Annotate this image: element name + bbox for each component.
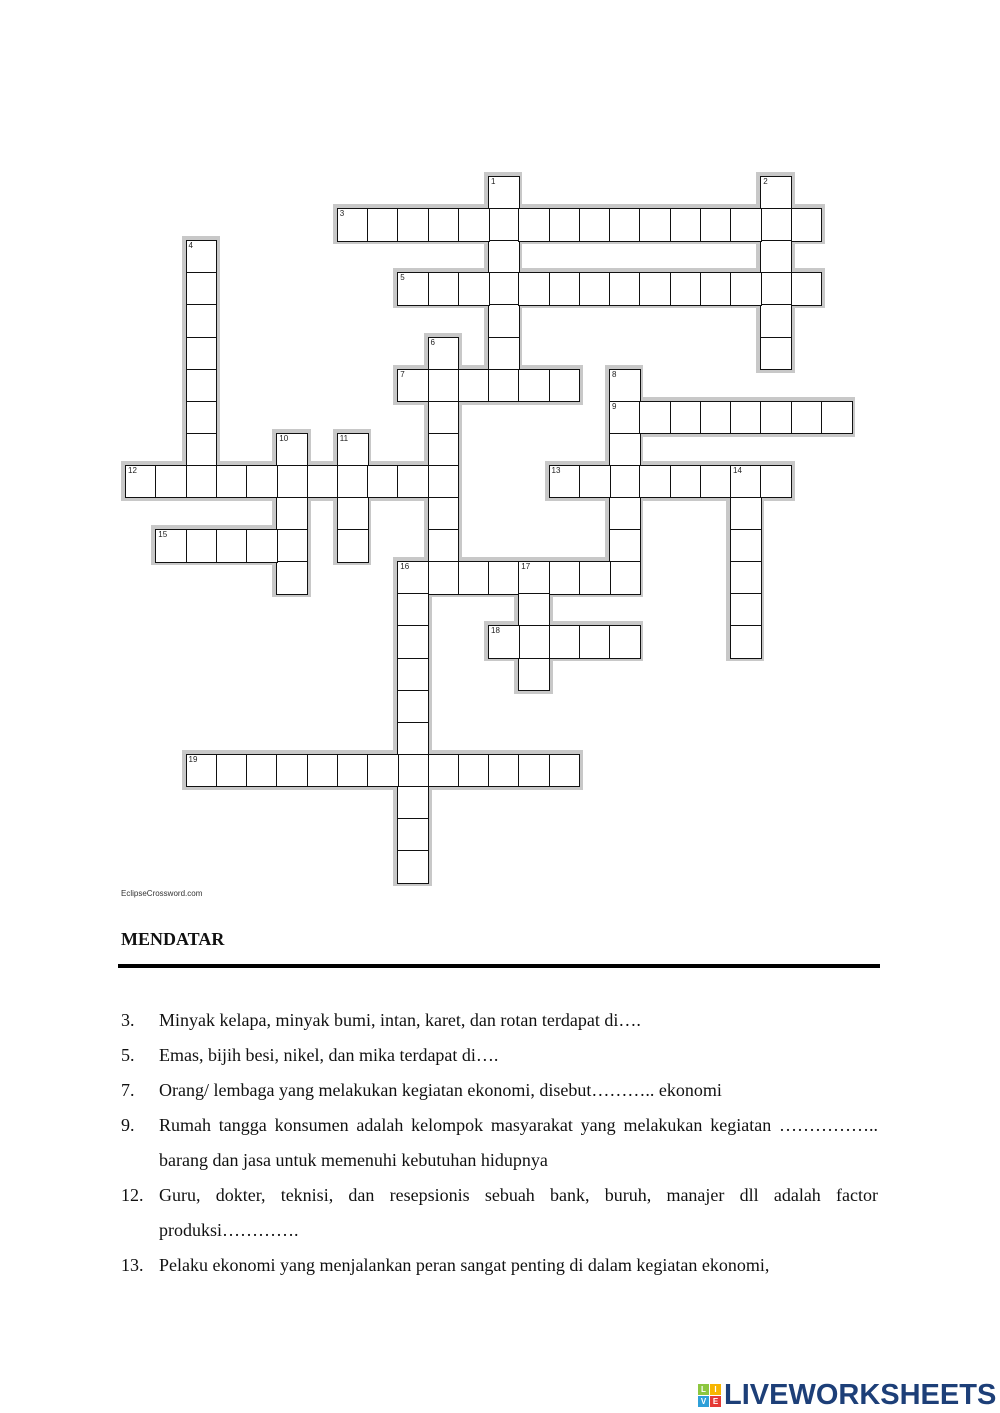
clue-number: 5. [121,1045,135,1065]
crossword-cell[interactable] [155,529,187,563]
crossword-cell[interactable] [276,754,308,788]
crossword-cell[interactable] [730,465,762,499]
crossword-cell[interactable] [246,529,278,563]
crossword-cell[interactable] [549,465,581,499]
crossword-cell[interactable] [337,497,369,531]
crossword-cell[interactable] [700,401,732,435]
logo-block: L [698,1384,709,1395]
crossword-cell[interactable] [186,272,218,306]
clue-number-label: 17 [521,562,531,572]
crossword-cell[interactable] [518,754,550,788]
crossword-cell[interactable] [609,272,641,306]
crossword-cell[interactable] [397,561,429,595]
crossword-cell[interactable] [397,818,429,852]
crossword-cell[interactable] [579,272,611,306]
logo-block: E [710,1396,721,1407]
clue-number-label: 15 [158,530,168,540]
clue-number-label: 7 [400,369,405,379]
crossword-cell[interactable] [488,369,520,403]
crossword-cell[interactable] [518,272,550,306]
clue-text: Guru, dokter, teknisi, dan resepsionis sebuah bank, buruh, manajer dll adalah factor produksi…………. [159,1185,878,1240]
crossword-cell[interactable] [791,208,823,242]
crossword-cell[interactable] [549,369,581,403]
crossword-cell[interactable] [518,561,550,595]
crossword-cell[interactable] [549,754,581,788]
crossword-cell[interactable] [276,465,308,499]
section-heading-across: MENDATAR [121,929,225,949]
crossword-cell[interactable] [428,433,460,467]
crossword-cell[interactable] [488,304,520,338]
crossword-cell[interactable] [337,754,369,788]
crossword-cell[interactable] [307,465,339,499]
crossword-cell[interactable] [276,497,308,531]
clue-number-label: 14 [733,465,742,475]
crossword-cell[interactable] [670,272,702,306]
clue-number: 9. [121,1115,135,1135]
crossword-cell[interactable] [337,529,369,563]
crossword-cell[interactable] [488,337,520,371]
clue-number: 13. [121,1255,144,1275]
crossword-cell[interactable] [518,658,550,692]
crossword-cell[interactable] [609,561,641,595]
clue-number-label: 5 [400,273,405,283]
clue-number-label: 3 [339,209,345,219]
crossword-cell[interactable] [730,593,762,627]
clue-number-label: 9 [612,401,617,411]
crossword-cell[interactable] [760,240,792,274]
crossword-cell[interactable] [579,561,611,595]
crossword-cell[interactable] [186,369,218,403]
crossword-cell[interactable] [549,272,581,306]
crossword-cell[interactable] [700,208,732,242]
clue-number: 3. [121,1010,135,1030]
clue-text: Emas, bijih besi, nikel, dan mika terdapat di…. [159,1045,499,1065]
crossword-cell[interactable] [821,401,853,435]
crossword-cell[interactable] [428,272,460,306]
crossword-cell[interactable] [397,722,429,756]
clue-number-label: 12 [128,465,137,475]
crossword-cell[interactable] [186,240,218,274]
crossword-cell[interactable] [428,401,460,435]
divider [118,964,880,968]
liveworksheets-logo [698,1379,996,1412]
clue-number-label: 11 [339,433,349,443]
crossword-cell[interactable] [428,754,460,788]
crossword-cell[interactable] [760,304,792,338]
crossword-cell[interactable] [730,561,762,595]
crossword-cell[interactable] [186,433,218,467]
clue-item [121,1073,878,1108]
crossword-cell[interactable] [397,625,429,659]
crossword-cell[interactable] [639,272,671,306]
crossword-cell[interactable] [246,754,278,788]
crossword-cell[interactable] [488,754,520,788]
crossword-cell[interactable] [549,561,581,595]
crossword-cell[interactable] [367,208,399,242]
clue-number: 7. [121,1080,135,1100]
crossword-cell[interactable] [488,561,520,595]
clue-number-label: 1 [491,177,496,186]
crossword-cell[interactable] [549,208,581,242]
crossword-cell[interactable] [337,433,369,467]
crossword-cell[interactable] [276,433,308,467]
crossword-cell[interactable] [609,208,641,242]
crossword-cell[interactable] [397,593,429,627]
crossword-cell[interactable] [670,208,702,242]
crossword-cell[interactable] [307,754,339,788]
crossword-cell[interactable] [760,176,792,210]
crossword-cell[interactable] [760,337,792,371]
crossword-cell[interactable] [186,754,218,788]
crossword-cell[interactable] [730,401,762,435]
crossword-cell[interactable] [186,337,218,371]
crossword-cell[interactable] [397,690,429,724]
clue-item [121,1248,878,1283]
crossword-cell[interactable] [518,625,550,659]
crossword-cell[interactable] [428,369,460,403]
crossword-cell[interactable] [579,465,611,499]
crossword-cell[interactable] [488,625,520,659]
crossword-cell[interactable] [760,465,792,499]
crossword-cell[interactable] [186,529,218,563]
crossword-cell[interactable] [428,529,460,563]
crossword-cell[interactable] [639,465,671,499]
crossword-cell[interactable] [216,529,248,563]
crossword-cell[interactable] [670,465,702,499]
crossword-cell[interactable] [337,208,369,242]
clue-text: Orang/ lembaga yang melakukan kegiatan ekonomi, disebut……….. ekonomi [159,1080,722,1100]
crossword-cell[interactable] [488,208,520,242]
crossword-cell[interactable] [216,465,248,499]
clue-text: Pelaku ekonomi yang menjalankan peran sangat penting di dalam kegiatan ekonomi, [159,1255,770,1275]
crossword-cell[interactable] [125,465,157,499]
crossword-cell[interactable] [639,208,671,242]
crossword-cell[interactable] [609,433,641,467]
crossword-cell[interactable] [458,208,490,242]
clue-text: Rumah tangga konsumen adalah kelompok masyarakat yang melakukan kegiatan …………….. barang dan jasa untuk memenuhi kebutuhan hidupnya [159,1115,878,1170]
crossword-cell[interactable] [397,208,429,242]
crossword-cell[interactable] [579,625,611,659]
clue-number-label: 4 [188,241,193,251]
crossword-cell[interactable] [760,208,792,242]
crossword-cell[interactable] [186,401,218,435]
crossword-cell[interactable] [670,401,702,435]
crossword-cell[interactable] [397,850,429,884]
crossword-cell[interactable] [276,561,308,595]
crossword-cell[interactable] [428,208,460,242]
crossword-cell[interactable] [458,369,490,403]
clue-number-label: 16 [400,562,410,572]
crossword-cell[interactable] [397,369,429,403]
crossword-cell[interactable] [549,625,581,659]
crossword-cell[interactable] [428,337,460,371]
crossword-cell[interactable] [428,561,460,595]
clue-number: 12. [121,1185,144,1205]
crossword-cell[interactable] [428,465,460,499]
crossword-cell[interactable] [276,529,308,563]
crossword-cell[interactable] [458,272,490,306]
clue-item [121,1038,878,1073]
logo-block: I [710,1384,721,1395]
crossword-cell[interactable] [730,208,762,242]
crossword-cell[interactable] [488,176,520,210]
crossword-cell[interactable] [730,625,762,659]
crossword-cell[interactable] [367,465,399,499]
crossword-cell[interactable] [397,465,429,499]
crossword-cell[interactable] [760,272,792,306]
crossword-cell[interactable] [488,272,520,306]
crossword-cell[interactable] [458,561,490,595]
crossword-cell[interactable] [730,272,762,306]
clue-text: Minyak kelapa, minyak bumi, intan, karet, dan rotan terdapat di…. [159,1010,641,1030]
crossword-cell[interactable] [579,208,611,242]
crossword-cell[interactable] [609,401,641,435]
clue-number-label: 8 [612,369,617,379]
crossword-cell[interactable] [397,754,429,788]
crossword-credit: EclipseCrossword.com [121,889,203,898]
crossword-cell[interactable] [518,369,550,403]
clue-item [121,1108,878,1178]
crossword-cell[interactable] [186,304,218,338]
clue-number-label: 19 [188,754,198,764]
crossword-cell[interactable] [216,754,248,788]
crossword-cell[interactable] [700,272,732,306]
logo-text: LIVEWORKSHEETS [724,1379,997,1411]
crossword-cell[interactable] [458,754,490,788]
crossword-cell[interactable] [609,465,641,499]
crossword-cell[interactable] [246,465,278,499]
crossword-cell[interactable] [367,754,399,788]
logo-block: V [698,1396,709,1407]
crossword-cell[interactable] [639,401,671,435]
clue-number-label: 2 [763,177,768,186]
clue-item [121,1178,878,1248]
crossword-cell[interactable] [397,786,429,820]
crossword-cell[interactable] [397,272,429,306]
crossword-cell[interactable] [609,529,641,563]
crossword-cell[interactable] [397,658,429,692]
crossword-cell[interactable] [609,369,641,403]
crossword-cell[interactable] [791,272,823,306]
crossword-cell[interactable] [488,240,520,274]
crossword-cell[interactable] [760,401,792,435]
crossword-cell[interactable] [155,465,187,499]
clue-list [121,1003,878,1283]
crossword-cell[interactable] [730,529,762,563]
crossword-cell[interactable] [730,497,762,531]
logo-blocks-icon [698,1384,721,1407]
crossword-cell[interactable] [609,625,641,659]
clue-number-label: 18 [491,626,500,636]
crossword-cell[interactable] [700,465,732,499]
crossword-cell[interactable] [518,208,550,242]
crossword-cell[interactable] [428,497,460,531]
crossword-cell[interactable] [518,593,550,627]
crossword-cell[interactable] [609,497,641,531]
crossword-cell[interactable] [791,401,823,435]
clue-number-label: 6 [430,337,435,347]
clue-item [121,1003,878,1038]
clue-number-label: 10 [279,433,289,443]
crossword-cell[interactable] [337,465,369,499]
crossword-cell[interactable] [186,465,218,499]
clue-number-label: 13 [551,465,561,475]
